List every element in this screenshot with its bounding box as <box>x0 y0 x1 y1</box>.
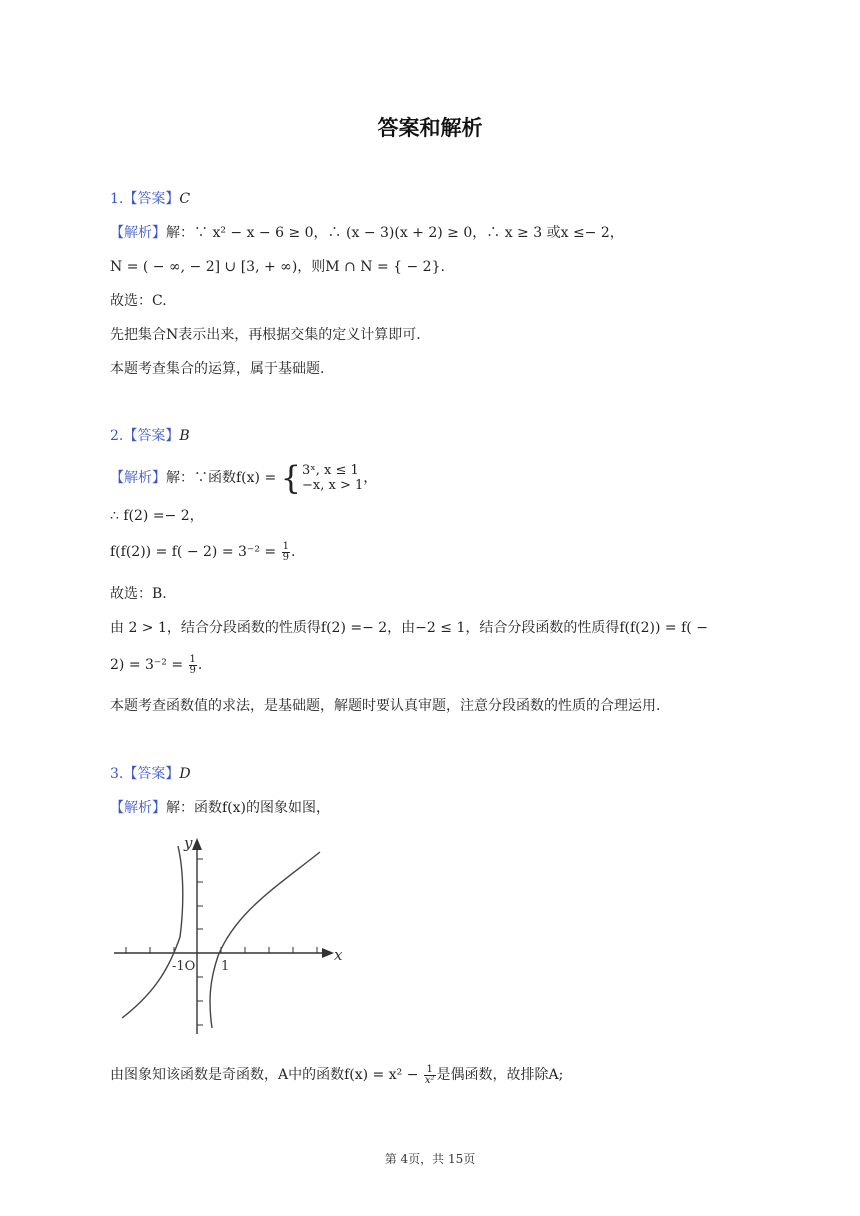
q2-analysis-tag: 【解析】 <box>110 470 166 486</box>
q1-answer: C <box>179 191 191 207</box>
q1-line1: 解：∵ x² − x − 6 ≥ 0，∴ (x − 3)(x + 2) ≥ 0，∴ x ≥ 3 或x ≤− 2， <box>166 225 624 241</box>
y-ticks <box>197 859 203 1025</box>
y-axis-label: y <box>184 834 193 852</box>
right-branch-curve <box>210 852 320 1028</box>
q3-line2 <box>110 1064 563 1086</box>
left-branch-curve <box>122 846 183 1018</box>
q2-answer-line <box>110 425 190 447</box>
q3-answer-line <box>110 763 191 785</box>
q1-analysis-line <box>110 222 624 244</box>
q1-analysis-tag: 【解析】 <box>110 225 166 241</box>
q2-line6 <box>110 654 202 676</box>
function-graph <box>108 832 368 1042</box>
q1-line3: 故选：C. <box>110 293 167 309</box>
left-brace: { <box>280 459 301 497</box>
x-axis-arrow-icon <box>322 948 334 958</box>
origin-label: -1O <box>172 959 196 974</box>
page-footer: 第 4页，共 15页 <box>384 1152 476 1166</box>
q3-analysis-line <box>110 797 330 819</box>
fraction-one-ninth <box>282 542 290 563</box>
q2-line6-post: . <box>197 657 203 673</box>
q2-line6-pre: 2) = 3⁻² = <box>110 657 184 673</box>
q2-line3-post: . <box>290 544 296 560</box>
q2-answer-tag: 【答案】 <box>123 428 180 444</box>
frac-numerator-3: 1 <box>424 1065 436 1076</box>
piecewise-case-2: −x, x > 1 <box>302 478 364 493</box>
one-label: 1 <box>221 959 230 974</box>
q2-line3-pre: f(f(2)) = f( − 2) = 3⁻² = <box>110 544 277 560</box>
piecewise-function <box>280 459 364 497</box>
q3-line2-pre: 由图象知该函数是奇函数，A中的函数f(x) = x² − <box>110 1067 419 1083</box>
q2-line1-post: ， <box>363 470 378 486</box>
q3-answer-tag: 【答案】 <box>123 766 180 782</box>
q2-line3 <box>110 541 295 563</box>
q2-line4: 故选：B. <box>110 586 167 602</box>
q2-number: 2. <box>110 428 124 444</box>
q2-answer: B <box>179 428 190 444</box>
fraction-one-ninth-2 <box>189 655 197 676</box>
q1-line4: 先把集合N表示出来，再根据交集的定义计算即可. <box>110 327 421 343</box>
q3-line1: 解：函数f(x)的图象如图， <box>166 800 331 816</box>
q1-answer-tag: 【答案】 <box>123 191 180 207</box>
q3-line2-post: 是偶函数，故排除A; <box>436 1067 564 1083</box>
q1-line2: N = ( − ∞, − 2] ∪ [3, + ∞)，则M ∩ N = { − 2}. <box>110 259 445 275</box>
y-axis-arrow-icon <box>192 838 202 850</box>
frac-numerator: 1 <box>282 540 289 552</box>
frac-denominator-3: x² <box>424 1074 435 1086</box>
q2-analysis-line <box>110 459 378 497</box>
q2-line7: 本题考查函数值的求法，是基础题，解题时要认真审题，注意分段函数的性质的合理运用. <box>110 698 661 714</box>
q3-analysis-tag: 【解析】 <box>110 800 166 816</box>
q1-line5: 本题考查集合的运算，属于基础题. <box>110 361 325 377</box>
q1-number: 1. <box>110 191 124 207</box>
q3-answer: D <box>179 766 191 782</box>
frac-denominator-2: 9 <box>189 664 196 676</box>
x-axis-label: x <box>334 946 343 964</box>
frac-denominator: 9 <box>282 551 289 563</box>
piecewise-case-1: 3ˣ, x ≤ 1 <box>302 463 359 478</box>
q2-line2: ∴ f(2) =− 2， <box>110 508 204 524</box>
piecewise-cases <box>302 463 363 493</box>
frac-numerator-2: 1 <box>189 653 196 665</box>
q3-number: 3. <box>110 766 124 782</box>
q2-line5: 由 2 > 1，结合分段函数的性质得f(2) =− 2，由−2 ≤ 1，结合分段函数的性质得f(f(2)) = f( − <box>110 620 708 636</box>
page-title: 答案和解析 <box>377 116 483 140</box>
q2-line1-pre: 解：∵函数f(x) = <box>166 470 277 486</box>
q1-answer-line <box>110 188 190 210</box>
fraction-one-over-x-squared <box>424 1065 436 1086</box>
